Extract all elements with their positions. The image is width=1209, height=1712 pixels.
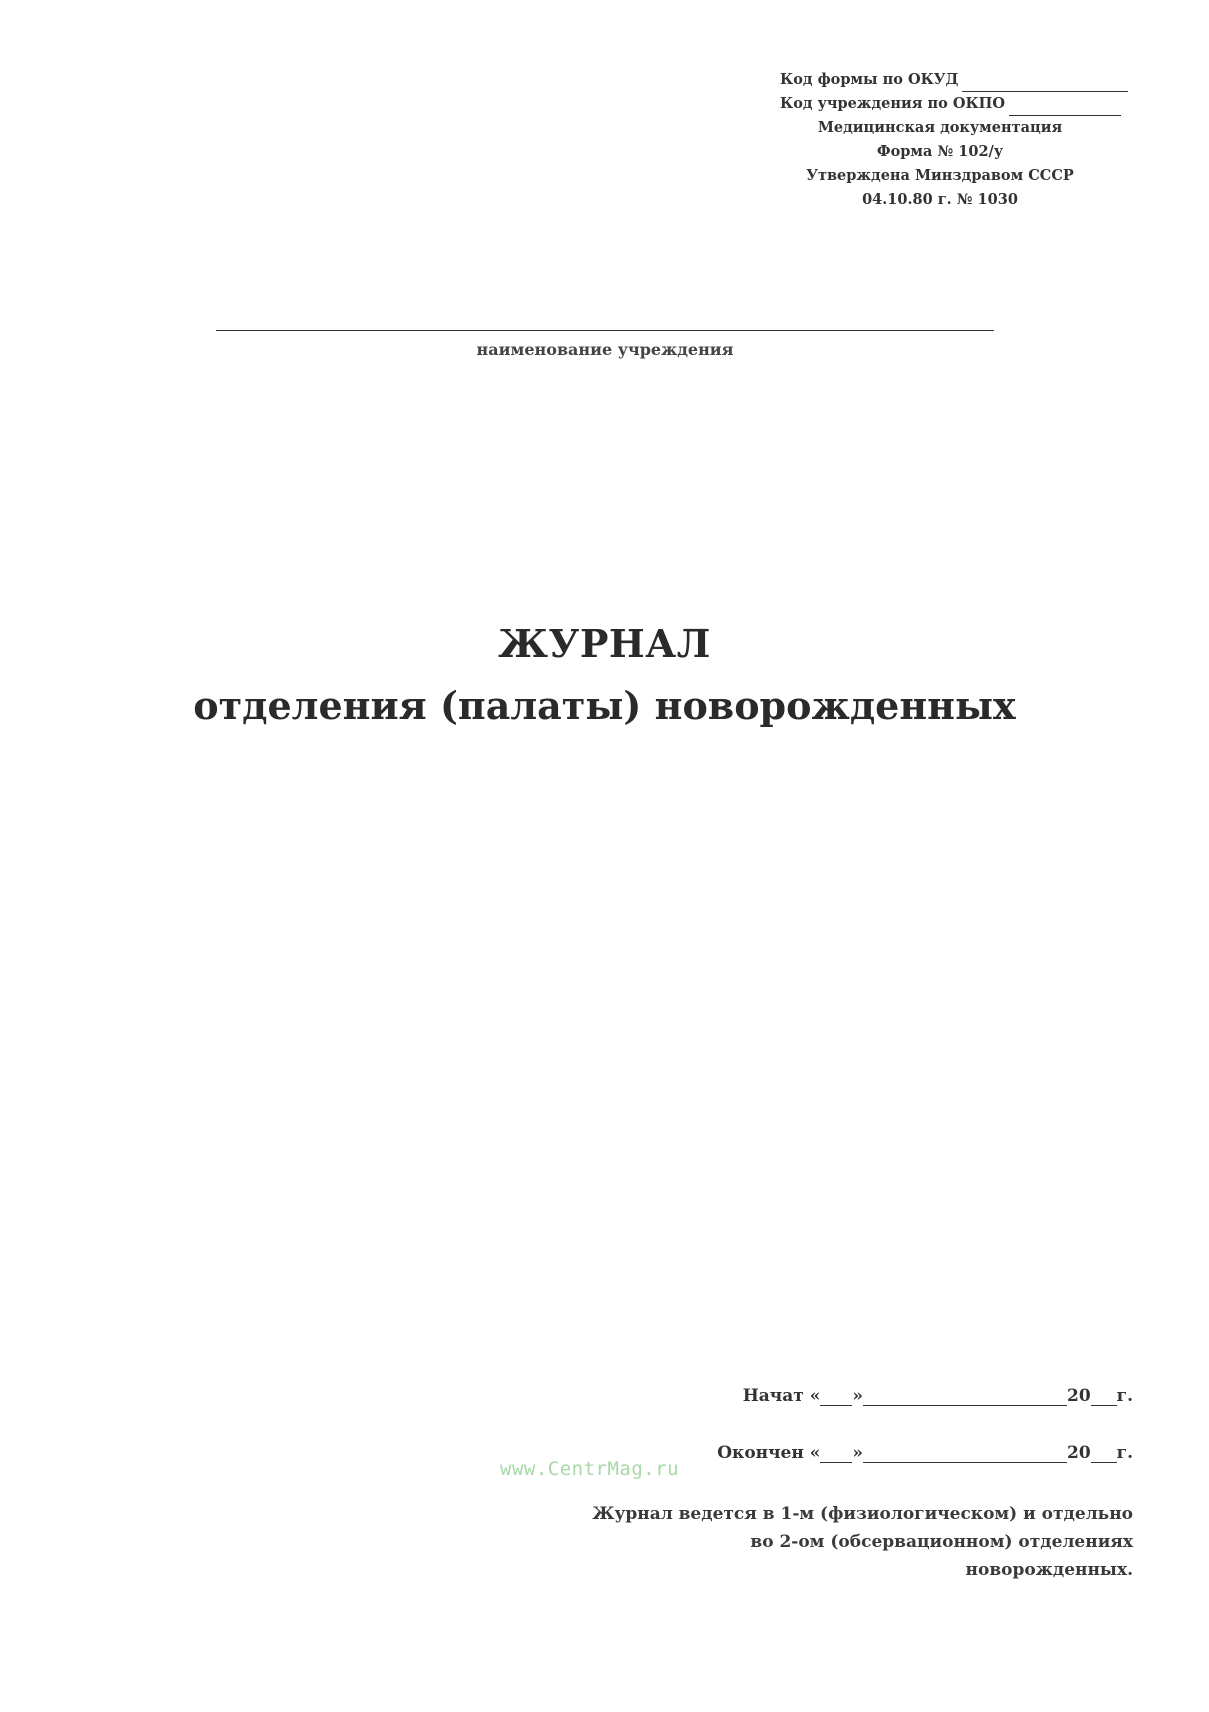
form-header [760,68,1140,212]
ended-day-blank [820,1446,852,1463]
approved-by: Утверждена Минздравом СССР [806,167,1074,184]
year-suffix: г. [1116,1386,1133,1406]
institution-name-rule [216,330,994,331]
open-quote: « [809,1443,821,1463]
ended-month-blank [863,1446,1067,1463]
form-number: Форма № 102/у [876,143,1004,160]
okud-blank [962,76,1128,92]
doc-type: Медицинская документация [817,119,1063,136]
approval-date: 04.10.80 г. № 1030 [862,191,1018,208]
page-title: ЖУРНАЛ [498,621,711,666]
okpo-blank [1009,100,1121,116]
century: 20 [1066,1443,1091,1463]
year-suffix: г. [1116,1443,1133,1463]
okpo-code-line [780,92,1140,116]
close-quote: » [852,1443,863,1463]
started-date-line [743,1386,1133,1406]
ended-label: Окончен [717,1443,804,1463]
ended-date-line [717,1443,1133,1463]
journal-note [573,1500,1133,1584]
okud-label: Код формы по ОКУД [780,71,959,88]
century: 20 [1066,1386,1091,1406]
okud-code-line [780,68,1140,92]
started-label: Начат [742,1386,804,1406]
page-subtitle: отделения (палаты) новорожденных [193,683,1016,728]
started-day-blank [820,1389,852,1406]
watermark: www.CentrMag.ru [500,1458,680,1480]
started-year-blank [1091,1389,1117,1406]
ended-year-blank [1091,1446,1117,1463]
note-line-3: новорожденных. [965,1560,1133,1580]
note-line-2: во 2-ом (обсервационном) отделениях [750,1532,1133,1552]
open-quote: « [809,1386,821,1406]
institution-caption: наименование учреждения [476,340,734,359]
started-month-blank [863,1389,1067,1406]
close-quote: » [852,1386,863,1406]
note-line-1: Журнал ведется в 1-м (физиологическом) и отдельно [592,1504,1133,1524]
okpo-label: Код учреждения по ОКПО [780,95,1005,112]
